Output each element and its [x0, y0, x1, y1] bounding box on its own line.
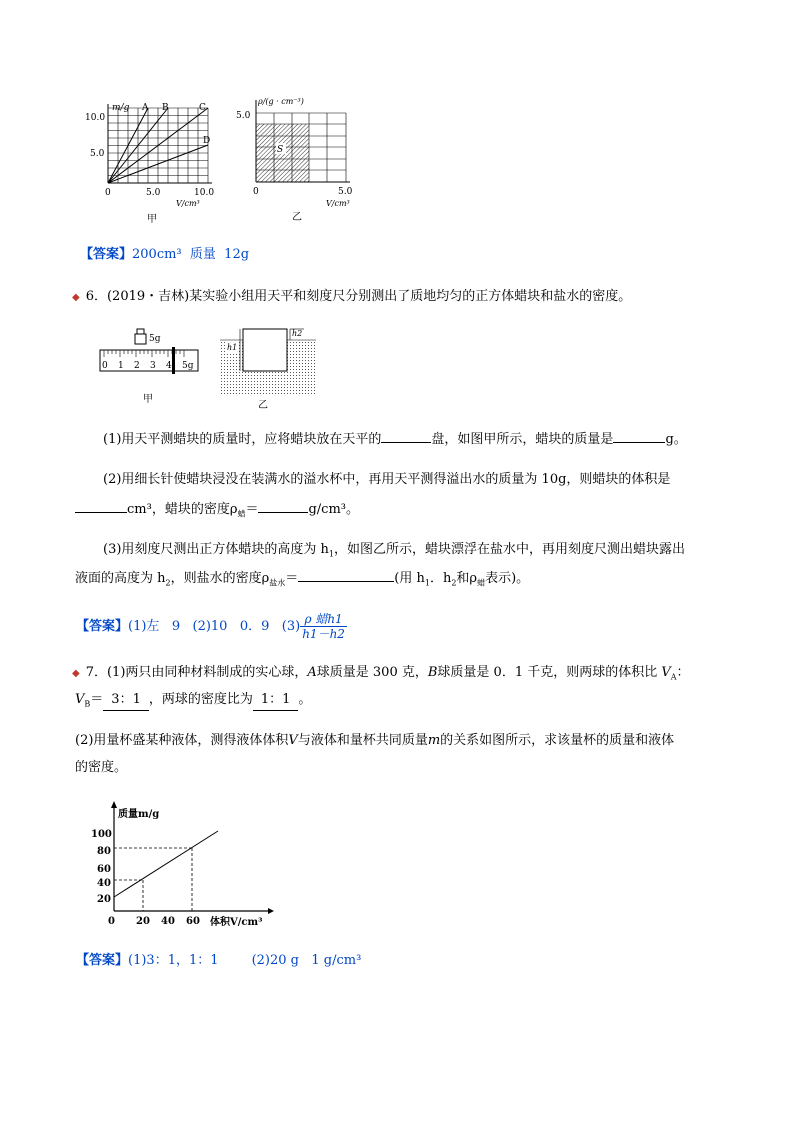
q7-l1-text-c: 球质量是 0．1 千克，则两球的体积比 [437, 665, 662, 680]
scale-tick-5: 5g [182, 361, 194, 371]
x-axis-arrow-icon [268, 908, 274, 914]
xlabel: V/cm³ [326, 199, 350, 208]
q6-p2-text-c: ＝ [245, 502, 259, 517]
q7-l2-text-a: ＝ [90, 692, 104, 707]
q7-l1-text-b: 球质量是 300 克， [316, 665, 428, 680]
q6-p3-text-f: (用 h [394, 571, 425, 586]
scale-tick-4: 4 [166, 361, 172, 371]
q6-p2-text-a: (2)用细长针使蜡块浸没在装满水的溢水杯中，再用天平测得溢出水的质量为 10g，则蜡块的体积是 [103, 472, 671, 487]
answer-5 [80, 245, 249, 265]
xtick-40: 40 [161, 916, 175, 927]
q6-p3-text-g: ．h [429, 571, 452, 586]
blank-pan[interactable] [381, 428, 431, 443]
x-axis-label: 体积V/cm³ [210, 917, 263, 928]
q6-part-2-line-1 [103, 470, 670, 490]
ytick-20: 20 [97, 894, 111, 905]
top-figure-yi [232, 92, 362, 222]
question-6-title [72, 287, 631, 308]
ytick-40: 40 [97, 878, 111, 889]
y-axis-arrow-icon [111, 801, 117, 808]
answer-body: 200cm³ 质量 12g [132, 247, 250, 262]
q7-line-4 [75, 758, 127, 778]
xtick-0: 0 [253, 187, 259, 197]
xtick-5: 5.0 [338, 187, 353, 197]
var-m: m [427, 733, 441, 748]
ylabel: m/g [112, 103, 130, 113]
q6-part-3-line-2 [75, 567, 529, 594]
weight-icon [135, 334, 146, 344]
q7-l4-text: 的密度。 [75, 760, 128, 775]
area-label: S [277, 145, 284, 155]
answer-tag: 【答案】 [76, 619, 129, 634]
ytick-5: 5.0 [236, 111, 251, 121]
y-axis-label: 质量m/g [118, 809, 160, 820]
q6-p1-text-c: g。 [665, 432, 687, 447]
q6-p3-text-e: ＝ [285, 571, 299, 586]
q6-p1-text-a: (1)用天平测蜡块的质量时，应将蜡块放在天平的 [103, 432, 382, 447]
q7-line-2 [75, 690, 311, 715]
ytick-10: 10.0 [85, 113, 106, 123]
top-figure-jia [80, 98, 230, 223]
ball-a: A [307, 665, 317, 680]
rho-salt-sub: 盐水 [269, 578, 286, 588]
caption-jia: 甲 [143, 394, 153, 405]
xlabel: V/cm³ [176, 199, 200, 208]
ball-b: B [427, 665, 438, 680]
q6-figure-yi [218, 324, 318, 412]
answer-body: (1)左 9 (2)10 0．9 (3) [128, 619, 301, 634]
q7-l3-text-a: (2)用量杯盛某种液体，测得液体体积 [75, 733, 289, 748]
weight-hook-icon [137, 329, 144, 334]
h1-sub: 1 [328, 549, 335, 559]
q6-p3-text-h: 和ρ [456, 571, 478, 586]
label-D: D [203, 136, 211, 146]
guide-lines [114, 848, 192, 911]
wax-block [243, 329, 287, 371]
xtick-5: 5.0 [146, 188, 161, 198]
h1-label: h1 [227, 343, 238, 352]
fraction-denominator: h1－h2 [302, 627, 345, 641]
fraction-numerator: ρ 蜡h1 [300, 612, 347, 627]
q7-line-3 [75, 731, 674, 751]
scale-tick-1: 1 [118, 361, 124, 371]
q6-part-2-line-2 [75, 498, 359, 525]
var-v: V [288, 733, 298, 748]
volume-b: V [75, 692, 85, 707]
answer-6 [76, 612, 347, 641]
q6-p3-text-c: 液面的高度为 h [75, 571, 166, 586]
ytick-80: 80 [97, 846, 111, 857]
caption-yi: 乙 [258, 400, 268, 411]
q7-line-1 [72, 663, 690, 688]
q6-p3-text-b: ，如图乙所示，蜡块漂浮在盐水中，再用刻度尺测出蜡块露出 [334, 542, 686, 557]
q6-part-3-line-1 [103, 540, 685, 565]
scale-tick-2: 2 [134, 361, 140, 371]
blank-density[interactable] [258, 498, 308, 513]
xtick-0: 0 [108, 916, 115, 927]
blank-salt-density[interactable] [298, 567, 394, 582]
q6-p2-text-d: g/cm³。 [308, 502, 360, 517]
ytick-5: 5.0 [90, 149, 105, 159]
rider-icon [172, 347, 175, 374]
scale-tick-3: 3 [150, 361, 156, 371]
volume-a-sub: A [670, 672, 677, 682]
blank-density-ratio[interactable]: 1：1 [253, 690, 299, 711]
answer-fraction [300, 612, 347, 641]
h1-sub-2: 1 [424, 578, 430, 588]
answer-tag: 【答案】 [76, 953, 129, 968]
xtick-0: 0 [105, 188, 111, 198]
label-B: B [162, 103, 169, 113]
q7-l2-text-b: ，两球的密度比为 [148, 692, 253, 707]
answer-body: (1)3：1，1：1 (2)20 g 1 g/cm³ [128, 953, 362, 968]
q7-graph [86, 798, 276, 930]
answer-7 [76, 951, 361, 971]
blank-volume[interactable] [75, 498, 127, 513]
data-line [114, 831, 218, 897]
q7-l2-text-c: 。 [298, 692, 312, 707]
answer-tag: 【答案】 [80, 247, 133, 262]
h2-sub: 2 [165, 578, 171, 588]
scale-tick-0: 0 [102, 361, 108, 371]
rho-wax-sub: 蜡 [237, 509, 246, 519]
diamond-bullet-icon: ◆ [72, 292, 80, 303]
ytick-60: 60 [97, 864, 111, 875]
q6-p1-text-b: 盘，如图甲所示，蜡块的质量是 [431, 432, 614, 447]
blank-mass[interactable] [613, 428, 665, 443]
xtick-20: 20 [136, 916, 150, 927]
xtick-60: 60 [186, 916, 200, 927]
q7-l1-text-a: 7．(1)两只由同种材料制成的实心球， [85, 665, 308, 680]
xtick-10: 10.0 [194, 188, 215, 198]
q6-title-text: 6．(2019・吉林)某实验小组用天平和刻度尺分别测出了质地均匀的正方体蜡块和盐水的密度。 [85, 289, 632, 304]
diamond-bullet-icon: ◆ [72, 668, 80, 679]
label-C: C [199, 103, 206, 113]
ylabel: ρ/(g · cm⁻³) [258, 97, 304, 106]
label-A: A [142, 103, 149, 113]
q7-l3-text-c: 的关系如图所示，求该量杯的质量和液体 [440, 733, 675, 748]
q7-l1-text-d: ： [676, 665, 690, 680]
q6-part-1 [103, 428, 687, 450]
q6-p3-text-d: ，则盐水的密度ρ [170, 571, 270, 586]
rho-wax-sub-2: 蜡 [477, 578, 486, 588]
volume-a: V [661, 665, 671, 680]
blank-volume-ratio[interactable]: 3：1 [103, 690, 149, 711]
ytick-100: 100 [91, 829, 112, 840]
h2-sub-2: 2 [451, 578, 457, 588]
q6-p2-text-b: cm³，蜡块的密度ρ [127, 502, 238, 517]
caption-jia: 甲 [147, 214, 157, 223]
q6-p3-text-i: 表示)。 [485, 571, 530, 586]
q7-l3-text-b: 与液体和量杯共同质量 [297, 733, 428, 748]
weight-label: 5g [149, 334, 161, 344]
caption-yi: 乙 [292, 212, 302, 222]
h2-label: h2 [292, 329, 303, 338]
q6-p3-text-a: (3)用刻度尺测出正方体蜡块的高度为 h [103, 542, 329, 557]
q6-figure-jia [98, 326, 202, 406]
volume-b-sub: B [84, 699, 91, 709]
